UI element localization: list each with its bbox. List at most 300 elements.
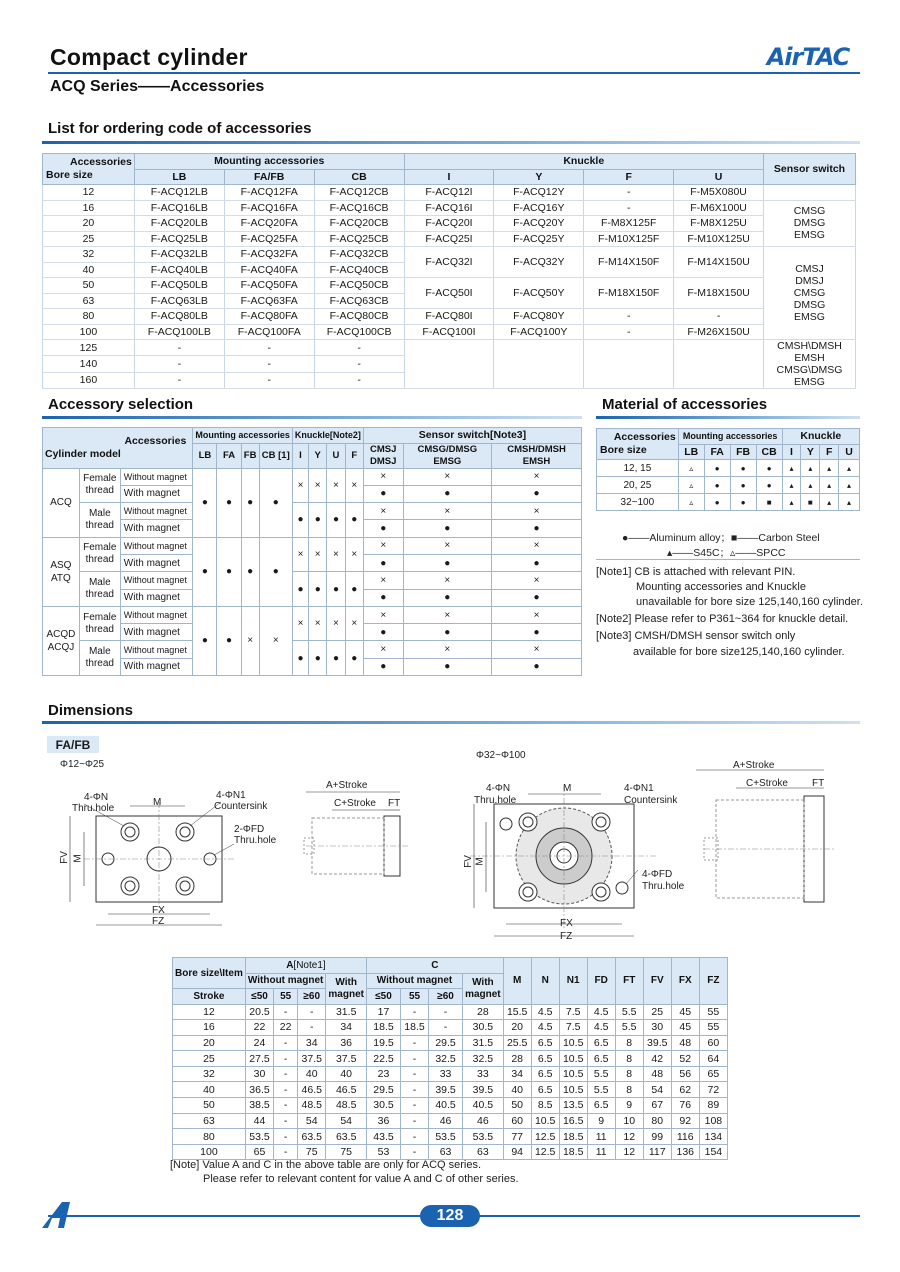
dim-value-cell: 25 xyxy=(643,1004,671,1020)
dim-bore-cell: 40 xyxy=(173,1082,246,1098)
selection-sensor-mark: × xyxy=(492,572,582,589)
dim-value-cell: - xyxy=(274,1035,298,1051)
ordering-cell-i: F-ACQ100I xyxy=(404,324,494,340)
material-mark: ● xyxy=(756,460,782,477)
ordering-cell-bore: 100 xyxy=(43,324,135,340)
large-thru-label: Thru.hole xyxy=(474,795,517,806)
ordering-row xyxy=(43,340,856,356)
material-corner xyxy=(597,429,679,460)
material-col-6: F xyxy=(820,444,839,460)
selection-knuckle-mark: ● xyxy=(345,641,363,676)
selection-col-6: U xyxy=(327,443,345,468)
ordering-cell-f: F-M8X125F xyxy=(584,216,674,232)
ordering-cell-i: F-ACQ80I xyxy=(404,309,494,325)
dim-value-cell: - xyxy=(298,1020,326,1036)
dim-value-cell: 99 xyxy=(643,1129,671,1145)
ordering-row xyxy=(43,247,856,263)
ordering-cell-bore: 50 xyxy=(43,278,135,294)
dim-value-cell: 16.5 xyxy=(559,1113,587,1129)
dim-value-cell: 4.5 xyxy=(531,1020,559,1036)
dim-value-cell: 46 xyxy=(463,1113,504,1129)
dim-value-cell: 108 xyxy=(699,1113,727,1129)
range-small-label: Φ12~Φ25 xyxy=(60,759,105,770)
selection-model-name: ATQ xyxy=(50,572,71,584)
selection-male-thread xyxy=(79,503,120,538)
dim-value-cell: 24 xyxy=(245,1035,273,1051)
material-legend-line1: ●——Aluminum alloy；■——Carbon Steel xyxy=(622,532,820,544)
dim-value-cell: 64 xyxy=(699,1051,727,1067)
dim-value-cell: 22 xyxy=(274,1020,298,1036)
ordering-cell-cb: - xyxy=(314,372,404,388)
dim-value-cell: - xyxy=(274,1129,298,1145)
selection-sensor-mark: ● xyxy=(492,520,582,537)
selection-table-body xyxy=(43,428,582,676)
note1-line1: [Note1] CB is attached with relevant PIN. xyxy=(596,566,796,578)
dim-value-cell: 94 xyxy=(503,1144,531,1160)
dim-value-cell: 28 xyxy=(463,1004,504,1020)
range-large-label: Φ32~Φ100 xyxy=(476,750,526,761)
selection-sensor-mark: × xyxy=(363,641,403,658)
dim-value-cell: 8 xyxy=(615,1082,643,1098)
large-n-label: 4-ΦN xyxy=(486,783,511,794)
large-countersink-label: Countersink xyxy=(624,795,678,806)
material-col-0: LB xyxy=(678,444,704,460)
material-mark: ▴ xyxy=(820,477,839,494)
selection-knuckle-mark: ● xyxy=(309,503,327,538)
ordering-cell-lb: F-ACQ40LB xyxy=(134,262,224,278)
dimensions-section-divider xyxy=(42,721,860,724)
dim-value-cell: 29.5 xyxy=(429,1035,463,1051)
dim-value-cell: 43.5 xyxy=(366,1129,400,1145)
ordering-cell-cb: F-ACQ12CB xyxy=(314,185,404,201)
selection-knuckle-mark: × xyxy=(292,537,308,572)
dim-a-with-magnet-text: With magnet xyxy=(328,976,364,1000)
dim-value-cell: 36 xyxy=(366,1113,400,1129)
dim-value-cell: - xyxy=(274,1144,298,1160)
selection-sensor-mark: × xyxy=(363,503,403,520)
material-mark: ● xyxy=(704,460,730,477)
material-mark: ● xyxy=(730,477,756,494)
ordering-row xyxy=(43,231,856,247)
selection-model-name: ACQ xyxy=(50,497,72,509)
dim-row xyxy=(173,1004,728,1020)
note1-line2: Mounting accessories and Knuckle xyxy=(636,581,806,593)
selection-knuckle-mark: ● xyxy=(327,572,345,607)
ordering-cell-lb: F-ACQ100LB xyxy=(134,324,224,340)
dim-stroke-label: Stroke xyxy=(173,989,246,1005)
ordering-sensor-a-line: EMSG xyxy=(794,229,825,242)
ordering-sensor-c-line: EMSG xyxy=(794,376,825,388)
dim-a-sub-2: ≥60 xyxy=(298,989,326,1005)
dim-value-cell: 67 xyxy=(643,1098,671,1114)
small-cstroke-label: C+Stroke xyxy=(334,798,376,809)
dim-value-cell: 38.5 xyxy=(245,1098,273,1114)
selection-knuckle-mark: × xyxy=(292,468,308,503)
selection-sensor-col-0 xyxy=(363,443,403,468)
dim-row xyxy=(173,1113,728,1129)
selection-female-thread xyxy=(79,537,120,572)
dim-value-cell: - xyxy=(274,1098,298,1114)
selection-without-magnet: Without magnet xyxy=(120,503,193,520)
note2: [Note2] Please refer to P361~364 for knuckle detail. xyxy=(596,613,849,625)
dim-value-cell: 12 xyxy=(615,1129,643,1145)
ordering-cell-f: - xyxy=(584,309,674,325)
dim-row xyxy=(173,1051,728,1067)
small-m-label: M xyxy=(153,797,162,808)
dim-bore-cell: 100 xyxy=(173,1144,246,1160)
dim-value-cell: 34 xyxy=(326,1020,367,1036)
ordering-cell-y: F-ACQ32Y xyxy=(494,247,584,278)
dim-value-cell: 40.5 xyxy=(463,1098,504,1114)
selection-sensor-mark: × xyxy=(492,503,582,520)
dim-value-cell: 62 xyxy=(671,1082,699,1098)
dim-value-cell: - xyxy=(274,1113,298,1129)
ordering-cell-bore: 160 xyxy=(43,372,135,388)
selection-with-magnet: With magnet xyxy=(120,554,193,571)
dim-a-note: [Note1] xyxy=(293,959,326,971)
dim-value-cell: 44 xyxy=(245,1113,273,1129)
dim-value-cell: 6.5 xyxy=(531,1066,559,1082)
ordering-cell-fa: F-ACQ32FA xyxy=(224,247,314,263)
dim-value-cell: 8 xyxy=(615,1066,643,1082)
selection-sensor-mark: ● xyxy=(363,520,403,537)
ordering-cell-cb: F-ACQ63CB xyxy=(314,293,404,309)
dim-value-cell: 7.5 xyxy=(559,1004,587,1020)
dim-value-cell: 17 xyxy=(366,1004,400,1020)
ordering-group-knuckle: Knuckle xyxy=(404,154,763,170)
dim-value-cell: 53.5 xyxy=(245,1129,273,1145)
dim-value-cell: 31.5 xyxy=(463,1035,504,1051)
ordering-cell-cb: F-ACQ16CB xyxy=(314,200,404,216)
small-fd-thru-label: Thru.hole xyxy=(234,835,277,846)
ordering-sensor-a-line: DMSG xyxy=(793,217,826,230)
dim-value-cell: 37.5 xyxy=(326,1051,367,1067)
dim-row xyxy=(173,1066,728,1082)
dim-c-sub-1: 55 xyxy=(401,989,429,1005)
ordering-cell-empty xyxy=(404,340,494,389)
dimensions-table-body xyxy=(173,958,728,1160)
page-number: 128 xyxy=(420,1205,480,1227)
large-astroke-label: A+Stroke xyxy=(733,760,775,771)
selection-model-cell xyxy=(43,606,80,675)
selection-corner-top: Accessories xyxy=(124,434,187,447)
selection-knuckle-mark: × xyxy=(345,537,363,572)
dim-value-cell: 33 xyxy=(463,1066,504,1082)
selection-sensor-mark: × xyxy=(403,537,491,554)
ordering-cell-bore: 20 xyxy=(43,216,135,232)
dim-value-cell: - xyxy=(274,1051,298,1067)
selection-knuckle-mark: ● xyxy=(345,503,363,538)
ordering-col-sensor: Sensor switch xyxy=(764,154,856,185)
ordering-cell-i: F-ACQ20I xyxy=(404,216,494,232)
selection-col-0: LB xyxy=(193,443,217,468)
ordering-cell-u: F-M14X150U xyxy=(674,247,764,278)
dim-value-cell: 46.5 xyxy=(326,1082,367,1098)
material-bore-cell: 32~100 xyxy=(597,494,679,511)
selection-male-thread xyxy=(79,641,120,676)
selection-sensor-mark: ● xyxy=(403,485,491,502)
selection-knuckle-mark: × xyxy=(345,606,363,641)
ordering-cell-u: F-M10X125U xyxy=(674,231,764,247)
small-thru-label: Thru.hole xyxy=(72,803,115,814)
dim-value-cell: 30.5 xyxy=(366,1098,400,1114)
dim-value-cell: 63 xyxy=(429,1144,463,1160)
dim-value-cell: 12 xyxy=(615,1144,643,1160)
selection-table xyxy=(42,427,582,676)
material-mark: ▴ xyxy=(839,460,860,477)
dim-value-cell: - xyxy=(401,1098,429,1114)
material-mark: ▴ xyxy=(839,494,860,511)
ordering-cell-cb: F-ACQ50CB xyxy=(314,278,404,294)
dim-value-cell: - xyxy=(401,1066,429,1082)
material-col-1: FA xyxy=(704,444,730,460)
selection-without-magnet: Without magnet xyxy=(120,572,193,589)
ordering-sensor-b xyxy=(764,247,856,340)
ordering-col-lb: LB xyxy=(134,169,224,185)
material-mark: ● xyxy=(756,477,782,494)
dim-value-cell: 12.5 xyxy=(531,1144,559,1160)
selection-model-name: ASQ xyxy=(50,559,72,571)
dim-value-cell: 45 xyxy=(671,1020,699,1036)
dim-value-cell: 8.5 xyxy=(531,1098,559,1114)
note1-line3: unavailable for bore size 125,140,160 cylinder. xyxy=(636,596,863,608)
small-astroke-label: A+Stroke xyxy=(326,780,368,791)
dim-value-cell: 10.5 xyxy=(559,1066,587,1082)
dim-value-cell: - xyxy=(401,1082,429,1098)
ordering-cell-fa: - xyxy=(224,340,314,356)
material-bore-cell: 20, 25 xyxy=(597,477,679,494)
dim-value-cell: 65 xyxy=(245,1144,273,1160)
material-corner-bottom: Bore size xyxy=(600,444,647,456)
ordering-cell-cb: - xyxy=(314,340,404,356)
ordering-cell-y: F-ACQ25Y xyxy=(494,231,584,247)
dim-value-cell: 116 xyxy=(671,1129,699,1145)
dim-value-cell: 65 xyxy=(699,1066,727,1082)
ordering-cell-f: F-M18X150F xyxy=(584,278,674,309)
dim-c-sub-2: ≥60 xyxy=(429,989,463,1005)
material-mark: ▴ xyxy=(782,477,801,494)
selection-header-row xyxy=(43,428,582,444)
dim-value-cell: 77 xyxy=(503,1129,531,1145)
dim-value-cell: 33 xyxy=(429,1066,463,1082)
dim-value-cell: 32.5 xyxy=(429,1051,463,1067)
dim-bore-cell: 50 xyxy=(173,1098,246,1114)
ordering-cell-fa: F-ACQ63FA xyxy=(224,293,314,309)
dim-value-cell: 5.5 xyxy=(587,1082,615,1098)
dim-value-cell: 8 xyxy=(615,1035,643,1051)
dim-bore-cell: 63 xyxy=(173,1113,246,1129)
ordering-section-divider xyxy=(42,141,860,144)
material-mark: ■ xyxy=(756,494,782,511)
ordering-row xyxy=(43,309,856,325)
dim-value-cell: 18.5 xyxy=(401,1020,429,1036)
dim-value-cell: 12.5 xyxy=(531,1129,559,1145)
large-fd-label: 4-ΦFD xyxy=(642,869,673,880)
small-n1-label: 4-ΦN1 xyxy=(216,790,246,801)
selection-knuckle-mark: × xyxy=(345,468,363,503)
dim-value-cell: 48 xyxy=(671,1035,699,1051)
dim-value-cell: 10 xyxy=(615,1113,643,1129)
dim-col-ft: FT xyxy=(615,958,643,1005)
selection-corner xyxy=(43,428,193,469)
dim-value-cell: 80 xyxy=(643,1113,671,1129)
selection-sensor-mark: ● xyxy=(403,624,491,641)
selection-without-magnet: Without magnet xyxy=(120,468,193,485)
ordering-cell-bore: 40 xyxy=(43,262,135,278)
selection-model-name: ACQJ xyxy=(47,641,75,653)
dim-value-cell: 32.5 xyxy=(463,1051,504,1067)
dim-value-cell: 9 xyxy=(615,1098,643,1114)
selection-sensor-col-2 xyxy=(492,443,582,468)
selection-sensor-mark: ● xyxy=(403,554,491,571)
selection-sensor-mark: × xyxy=(363,537,403,554)
selection-sensor-mark: ● xyxy=(363,485,403,502)
ordering-cell-bore: 32 xyxy=(43,247,135,263)
selection-sensor-mark: ● xyxy=(403,658,491,675)
small-fv-label: FV xyxy=(58,851,70,864)
selection-without-magnet: Without magnet xyxy=(120,641,193,658)
selection-with-magnet: With magnet xyxy=(120,658,193,675)
selection-col-1: FA xyxy=(217,443,241,468)
selection-model-cell xyxy=(43,537,80,606)
ordering-cell-f: - xyxy=(584,324,674,340)
selection-sensor-mark: ● xyxy=(363,554,403,571)
selection-corner-bottom: Cylinder model xyxy=(45,447,121,460)
dim-value-cell: 29.5 xyxy=(366,1082,400,1098)
dim-value-cell: 10.5 xyxy=(531,1113,559,1129)
dim-value-cell: 20.5 xyxy=(245,1004,273,1020)
selection-thread-label: Female thread xyxy=(83,473,117,497)
ordering-cell-lb: - xyxy=(134,356,224,372)
selection-sensor-col-text: CMSH/DMSH EMSH xyxy=(507,443,566,467)
dim-value-cell: 10.5 xyxy=(559,1035,587,1051)
selection-knuckle-mark: × xyxy=(309,606,327,641)
ordering-cell-f: F-M10X125F xyxy=(584,231,674,247)
dim-col-n: N xyxy=(531,958,559,1005)
selection-knuckle-mark: ● xyxy=(327,641,345,676)
ordering-cell-u: F-M26X150U xyxy=(674,324,764,340)
dim-row xyxy=(173,1129,728,1145)
dim-value-cell: 6.5 xyxy=(587,1035,615,1051)
material-bore-cell: 12, 15 xyxy=(597,460,679,477)
ordering-cell-f: - xyxy=(584,185,674,201)
material-mark: ▴ xyxy=(839,477,860,494)
ordering-col-f: F xyxy=(584,169,674,185)
dim-value-cell: 6.5 xyxy=(587,1051,615,1067)
dim-value-cell: 60 xyxy=(503,1113,531,1129)
material-mark: ▵ xyxy=(678,477,704,494)
dim-value-cell: 5.5 xyxy=(587,1066,615,1082)
dim-value-cell: 20 xyxy=(503,1020,531,1036)
selection-sensor-mark: ● xyxy=(492,554,582,571)
selection-without-magnet: Without magnet xyxy=(120,537,193,554)
dim-c-with-magnet xyxy=(463,973,504,1004)
dim-value-cell: 23 xyxy=(366,1066,400,1082)
selection-knuckle-mark: × xyxy=(327,537,345,572)
ordering-cell-fa: F-ACQ40FA xyxy=(224,262,314,278)
selection-sensor-mark: ● xyxy=(492,624,582,641)
dim-value-cell: 4.5 xyxy=(587,1004,615,1020)
dim-a-without-magnet: Without magnet xyxy=(245,973,326,989)
dim-value-cell: 53.5 xyxy=(429,1129,463,1145)
material-corner-top: Accessories xyxy=(613,431,676,443)
ordering-sensor-a xyxy=(764,200,856,247)
material-mark: ▴ xyxy=(820,494,839,511)
selection-row xyxy=(43,537,582,554)
dim-c-sub-0: ≤50 xyxy=(366,989,400,1005)
dimensions-note-line2: Please refer to relevant content for value A and C of other series. xyxy=(203,1173,519,1185)
ordering-cell-lb: F-ACQ32LB xyxy=(134,247,224,263)
dimensions-section-title: Dimensions xyxy=(48,702,134,719)
selection-knuckle-mark: ● xyxy=(309,572,327,607)
dim-value-cell: 89 xyxy=(699,1098,727,1114)
dim-value-cell: - xyxy=(274,1066,298,1082)
selection-mount-mark: ● xyxy=(259,468,292,537)
material-header-row xyxy=(597,429,860,445)
selection-sensor-mark: × xyxy=(363,468,403,485)
dim-value-cell: 4.5 xyxy=(587,1020,615,1036)
dim-value-cell: 6.5 xyxy=(531,1035,559,1051)
dim-value-cell: 75 xyxy=(298,1144,326,1160)
large-fd-thru-label: Thru.hole xyxy=(642,881,685,892)
dim-c-head: C xyxy=(366,958,503,974)
selection-sensor-mark: ● xyxy=(492,589,582,606)
selection-thread-label: Female thread xyxy=(83,542,117,566)
dim-value-cell: 60 xyxy=(699,1035,727,1051)
ordering-cell-empty xyxy=(494,340,584,389)
material-mark: ▴ xyxy=(801,460,820,477)
dim-value-cell: - xyxy=(401,1113,429,1129)
dim-value-cell: 36 xyxy=(326,1035,367,1051)
ordering-cell-y: F-ACQ80Y xyxy=(494,309,584,325)
ordering-sensor-b-line: EMSG xyxy=(794,311,825,323)
ordering-cell-lb: F-ACQ12LB xyxy=(134,185,224,201)
selection-sensor-mark: × xyxy=(492,606,582,623)
dim-value-cell: 53 xyxy=(366,1144,400,1160)
selection-sensor-mark: × xyxy=(403,468,491,485)
material-mark: ■ xyxy=(801,494,820,511)
material-mark: ▵ xyxy=(678,460,704,477)
ordering-cell-f: - xyxy=(584,200,674,216)
material-row xyxy=(597,494,860,511)
dim-row xyxy=(173,1098,728,1114)
large-m-label: M xyxy=(563,783,572,794)
ordering-cell-i: F-ACQ25I xyxy=(404,231,494,247)
selection-knuckle-mark: × xyxy=(292,606,308,641)
selection-knuckle-mark: × xyxy=(309,468,327,503)
dim-col-fd: FD xyxy=(587,958,615,1005)
selection-mount-mark: ● xyxy=(241,468,259,537)
ordering-cell-empty xyxy=(764,185,856,201)
dim-value-cell: 30 xyxy=(643,1020,671,1036)
material-table xyxy=(596,428,860,511)
material-col-4: I xyxy=(782,444,801,460)
ordering-cell-lb: - xyxy=(134,372,224,388)
ordering-cell-cb: F-ACQ32CB xyxy=(314,247,404,263)
selection-knuckle-mark: ● xyxy=(309,641,327,676)
ordering-cell-f: F-M14X150F xyxy=(584,247,674,278)
selection-with-magnet: With magnet xyxy=(120,589,193,606)
material-col-5: Y xyxy=(801,444,820,460)
dim-value-cell: 13.5 xyxy=(559,1098,587,1114)
dim-value-cell: 63.5 xyxy=(298,1129,326,1145)
small-fx-label: FX xyxy=(152,905,165,916)
ordering-cell-cb: F-ACQ25CB xyxy=(314,231,404,247)
selection-knuckle-mark: × xyxy=(327,468,345,503)
dim-value-cell: 56 xyxy=(671,1066,699,1082)
dim-value-cell: - xyxy=(429,1020,463,1036)
selection-section-divider xyxy=(42,416,582,419)
